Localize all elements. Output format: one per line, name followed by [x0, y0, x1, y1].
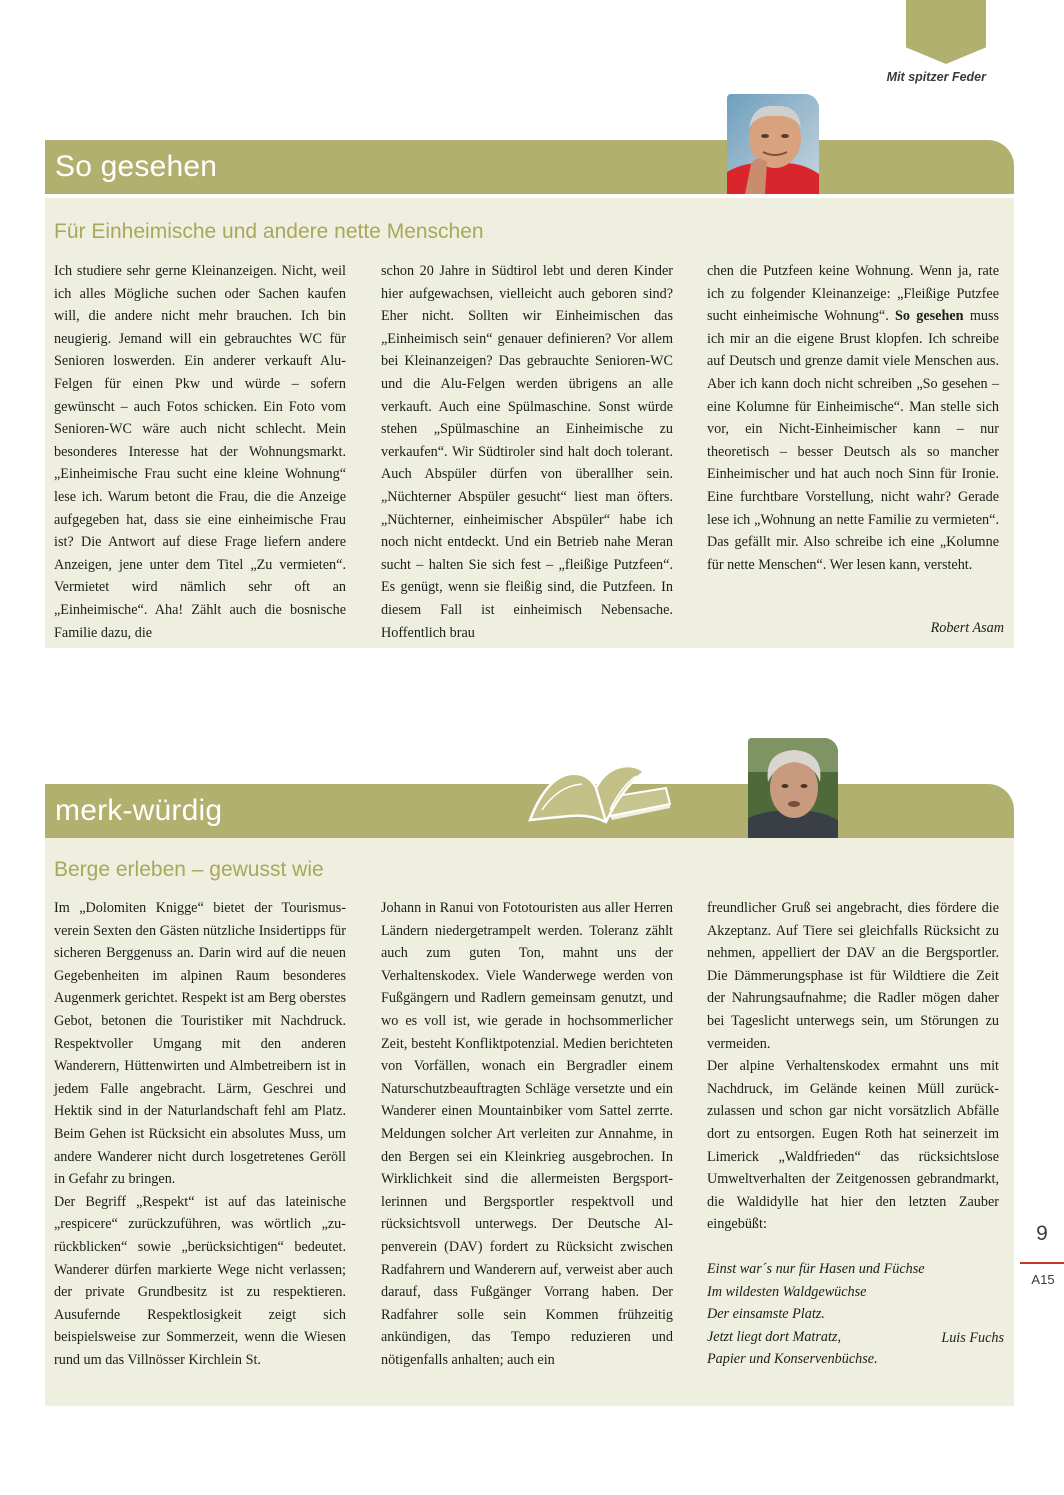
author-photo-robert-asam: [727, 94, 819, 194]
poem: [707, 1258, 999, 1371]
open-book-icon: [526, 758, 672, 830]
paragraph: schon 20 Jahre in Südtirol lebt und deren Kinder hier aufgewachsen, vielleicht auch geboren sind? Eher nicht. Sollten wir Einheimischen das „Einheimisch sein“ genauer definieren? Vor allem bei Kleinanzeigen? Das gebrauchte Senioren-WC und die Alu-Felgen werden übrigens an alle verkauft. Auch eine Spülmaschine. Sonst würde stehen „Spülmaschine an Einheimische zu verkaufen“. Wir Südtiroler sind halt doch tolerant. Auch Abspüler dürfen von überallher sein. „Nüchterner Abspüler gesucht“ liest man öfters. „Nüchterner, einheimischer Abspüler“ habe ich noch nicht entdeckt. Und ein Betrieb nahe Meran sucht – halten Sie sich fest – „fleißige Putzfeen“. Es genügt, wenn sie fleißig sind, die Putzfeen. In diesem Fall ist einheimisch Nebensache. Hoffentlich brau: [381, 263, 673, 641]
poem-line: Jetzt liegt dort Matratz,: [707, 1328, 841, 1345]
section2-column-2: [381, 897, 673, 1371]
section1-column-3: [707, 260, 999, 576]
section2-title: merk-würdig: [55, 794, 223, 827]
section1-author: Robert Asam: [930, 620, 1004, 636]
section2-column-1: [54, 897, 346, 1371]
section2-article: [45, 838, 1014, 1406]
top-tab-marker: [906, 0, 986, 64]
section2-subtitle: Berge erleben – gewusst wie: [54, 858, 324, 881]
paragraph: chen die Putzfeen keine Wohnung. Wenn ja, rate ich zu folgender Kleinanzeige: „Fleißige Putzfee sucht einheimische Wohnung“. So gesehen muss ich mir an die eigene Brust klopfen. Ich schreibe auf Deutsch und grenze damit viele Menschen aus. Aber ich kann doch nicht schreiben „So gesehen – eine Kolumne für Einheimische“. Man stelle sich vor, ein Nicht-Einheimischer kann – nur theoretisch – besser Deutsch als so mancher Einheimischer und hat auch noch Sinn für Ironie. Eine furchtbare Vorstellung, nicht wahr? Gerade lese ich „Wohnung an nette Familie zu vermieten“. Das gefällt mir. Also schreibe ich eine „Kolumne für nette Menschen“. Wer lesen kann, versteht.: [707, 263, 1000, 573]
section2-column-3: [707, 897, 999, 1371]
poem-line: Einst war´s nur für Hasen und Füchse: [707, 1260, 925, 1277]
section1-column-1: [54, 260, 346, 644]
paragraph: Der Begriff „Respekt“ ist auf das lateinische „respicere“ zurückzuführen, was wörtlich „zurückblicken“ sowie „berücksichtigen“ bedeutet. Wanderer dürfen markierte Wege nicht verlassen; der private Grundbesitz ist zu respektieren. Ausufernde Respektlosigkeit zeigt sich beispielsweise zur Sommerzeit, wenn die Wiesen rund um das Villnösser Kirchlein St.: [54, 1193, 346, 1368]
paragraph: Johann in Ranui von Fototouristen aus aller Herren Ländern niedergetrampelt werden. Toleranz zählt auch zum guten Ton, mahnt uns der Verhaltenskodex. Viele Wanderwege werden von Fußgängern und Radlern gemeinsam genutzt, und wo es voll ist, wie gerade in hochsommerlicher Zeit, besteht Konfliktpotenzial. Medien berichteten von Vorfällen, wonach ein Bergradler einem Naturschutzbeauftragten Schläge versetzte und ein Wanderer einen Mountainbiker vom Sattel zerrte. Meldungen solcher Art verleiten zur Annahme, in den Bergen sei ein Kleinkrieg ausgebrochen. In Wirklichkeit sind die allermeisten Bergsportlerinnen und Bergsportler respektvoll und rücksichtsvoll unterwegs. Der Deutsche Alpenverein (DAV) fordert zu Rücksicht zwischen Radfahrern und Wanderern auf, verweist aber auch darauf, dass Fußgänger Vorrang haben. Der Radfahrer solle sein Kommen frühzeitig ankündigen, das Tempo reduzieren und nötigenfalls anhalten; auch ein: [381, 900, 673, 1368]
paragraph: Der alpine Verhaltenskodex ermahnt uns mit Nachdruck, im Gelände keinen Müll zurückzulassen und schon gar nicht vorsätzlich Abfälle dort zu entsorgen. Eugen Roth hat seinerzeit im Limerick „Waldfrieden“ das rücksichtslose Umweltverhalten der Zeitgenossen gebrandmarkt, die Waldidylle hat hier den letzten Zauber eingebüßt:: [707, 1058, 999, 1233]
section1-column-2: [381, 260, 673, 644]
paragraph: Ich studiere sehr gerne Kleinanzeigen. Nicht, weil ich alles Mögliche suchen oder Sachen kaufen will, die andere nicht mehr brauchen. Ich bin neugierig. Jemand will ein gebrauchtes WC für Senioren loswerden. Ein anderer verkauft Alu-Felgen für einen Pkw und würde – sofern gewünscht – auch Fotos schicken. Ein Foto vom Senioren-WC wäre auch nicht schlecht. Mein besonderes Interesse hat der Wohnungsmarkt. „Einheimische Frau sucht eine kleine Wohnung“ lese ich. Warum betont die Frau, die die Anzeige aufgegeben hat, dass sie eine einheimische Frau ist? Die Antwort auf diese Frage liefern andere Anzeigen, jene unter dem Titel „Zu vermieten“. Vermietet wird nämlich sehr oft an „Einheimische“. Aha! Zählt auch die bosnische Familie dazu, die: [54, 263, 346, 641]
section2-author: Luis Fuchs: [941, 1330, 1004, 1346]
bold-phrase: So gesehen: [895, 308, 964, 325]
section1-article: [45, 198, 1014, 648]
poem-line: Der einsamste Platz.: [707, 1306, 825, 1323]
poem-line: Im wildesten Waldgewüchse: [707, 1283, 867, 1300]
section1-title: So gesehen: [55, 150, 218, 183]
author-photo-luis-fuchs: [748, 738, 838, 838]
page-number-rule: [1020, 1262, 1064, 1264]
poem-line: Papier und Konservenbüchse.: [707, 1351, 878, 1368]
paragraph: Im „Dolomiten Knigge“ bietet der Tourismusverein Sexten den Gästen nützliche Insidertipps für sicheren Berggenuss an. Darin wird auf die neuen Gegebenheiten im alpinen Raum besonderes Augenmerk gerichtet. Respekt ist am Berg oberstes Gebot, betonen die Touristiker mit Nachdruck. Respektvoller Umgang mit den anderen Wanderern, Hüttenwirten und Almbetreibern ist in jedem Falle angebracht. Lärm, Geschrei und Hektik sind in der Naturlandschaft fehl am Platz. Beim Gehen ist Rücksicht ein absolutes Muss, um andere Wanderer nicht durch losgetretenes Geröll in Gefahr zu bringen.: [54, 900, 346, 1188]
page-code: A15: [1031, 1272, 1055, 1287]
section1-subtitle: Für Einheimische und andere nette Menschen: [54, 220, 484, 243]
paragraph: freundlicher Gruß sei angebracht, dies fördere die Akzeptanz. Auf Tiere sei gleichfalls Rücksicht zu nehmen, appelliert der DAV an die Bergsportler. Die Dämmerungsphase ist für Wildtiere die Zeit der Nahrungsaufnahme; die Radler mögen daher bei Tageslicht unterwegs sein, um Störungen zu vermeiden.: [707, 900, 999, 1052]
column-kicker: Mit spitzer Feder: [886, 70, 986, 84]
section1-title-bar: [45, 140, 1014, 194]
page-number: 9: [1036, 1222, 1048, 1245]
